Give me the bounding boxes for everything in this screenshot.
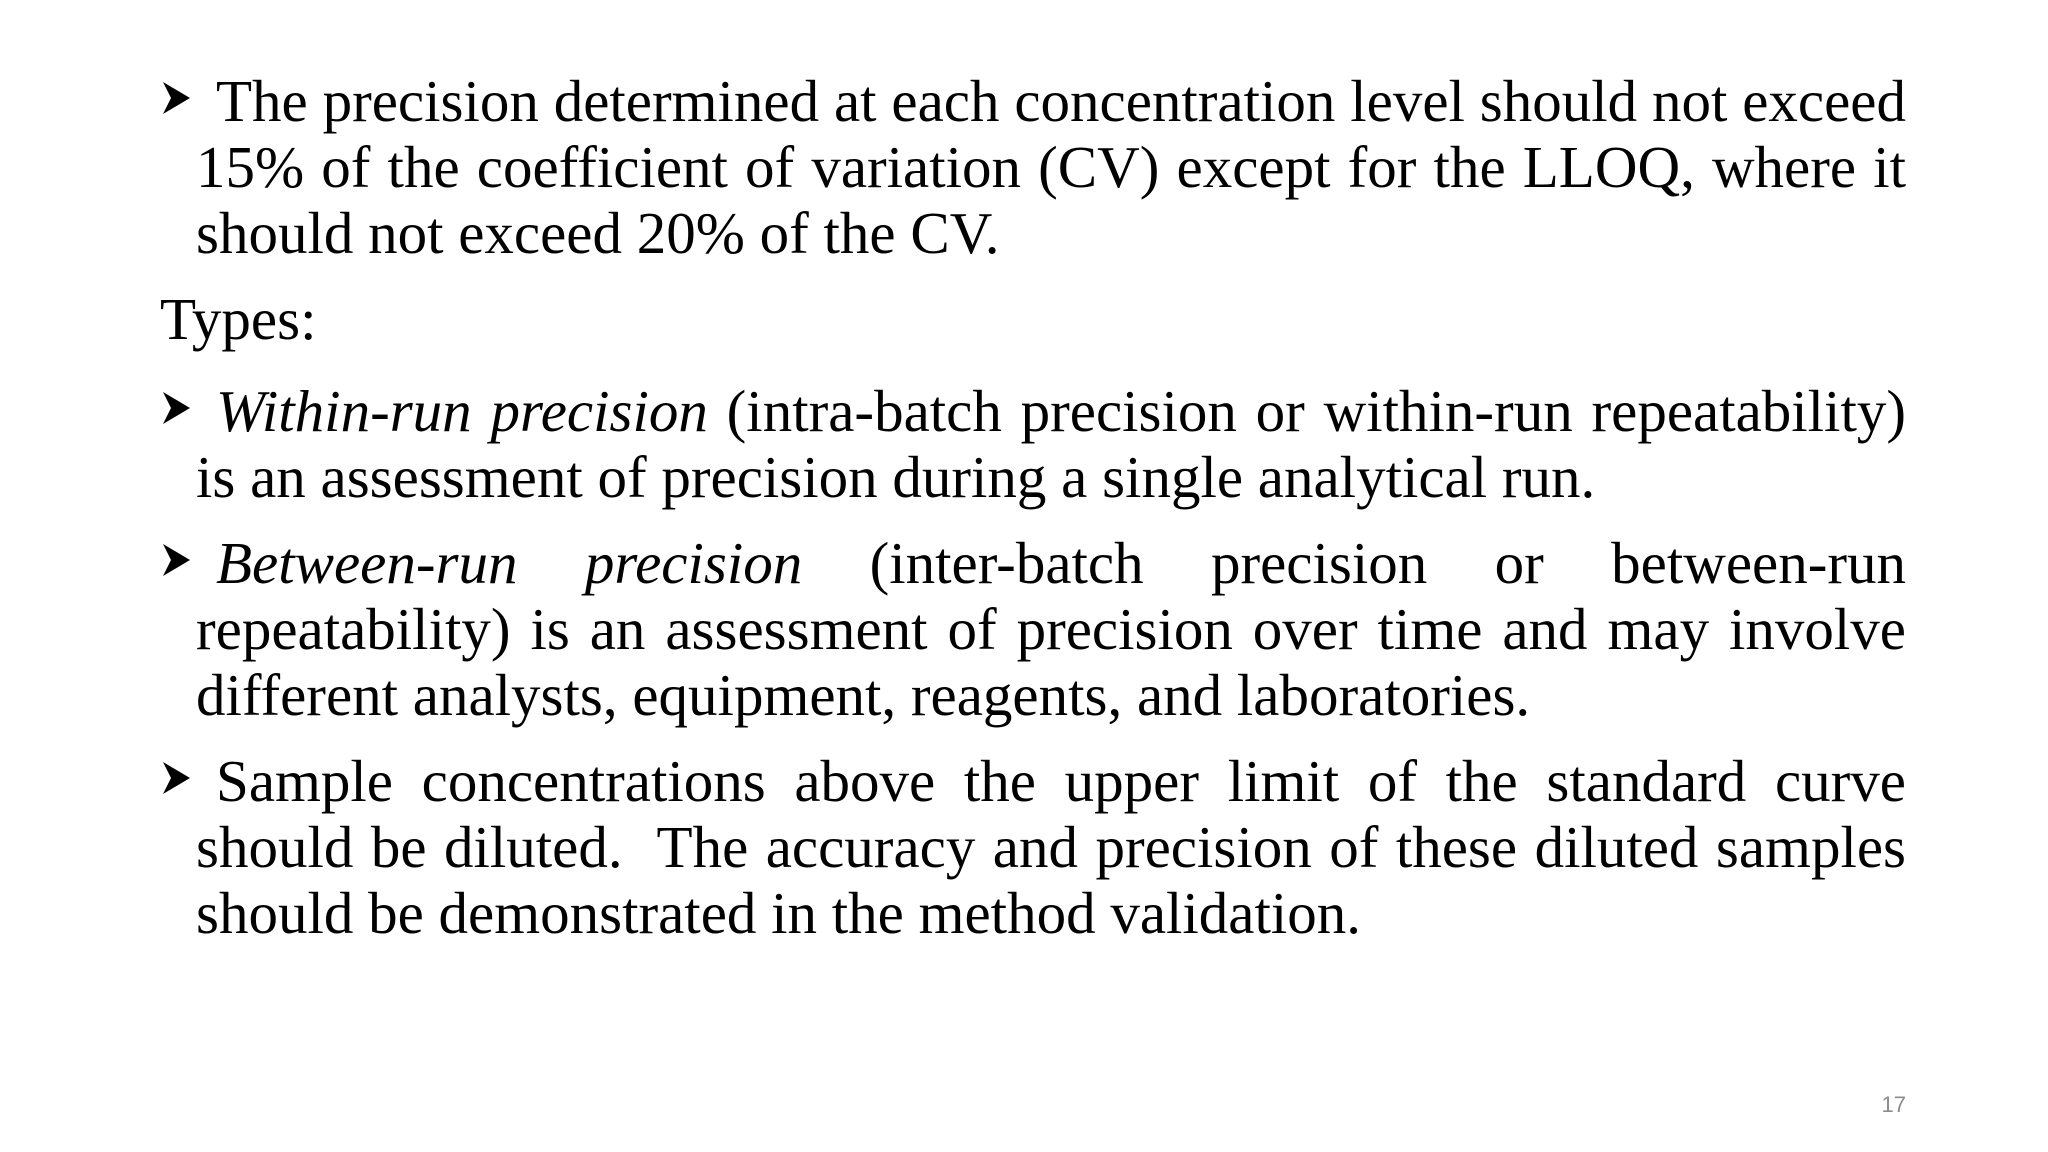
between-run-description: (inter-batch precision or between-run repeatability) is an assessment of precision over time and may involve different analysts, equipment, reagents, and laboratories. bbox=[196, 530, 1906, 728]
types-heading: Types: bbox=[160, 286, 317, 352]
slide-content bbox=[160, 68, 1921, 966]
bullet-item-between-run bbox=[160, 530, 1906, 728]
page-number: 17 bbox=[1881, 1092, 1906, 1117]
bullet-item-within-run bbox=[160, 378, 1906, 510]
arrowhead-bullet-icon bbox=[160, 74, 194, 122]
between-run-term: Between-run precision bbox=[216, 530, 803, 596]
bullet-text-dilution: Sample concentrations above the upper limit of the standard curve should be diluted. The accuracy and precision of these diluted samples should be demonstrated in the method validation. bbox=[196, 748, 1921, 946]
arrowhead-bullet-icon bbox=[160, 536, 194, 584]
arrowhead-bullet-icon bbox=[160, 754, 194, 802]
arrowhead-bullet-icon bbox=[160, 384, 194, 432]
bullet-item-dilution bbox=[160, 748, 1921, 946]
within-run-term: Within-run precision bbox=[216, 378, 708, 444]
bullet-item-precision-criteria bbox=[160, 68, 1906, 266]
within-run-description: (intra-batch precision or within-run repeatability) is an assessment of precision during a single analytical run. bbox=[196, 378, 1906, 510]
bullet-text-precision-criteria: The precision determined at each concentration level should not exceed 15% of the coefficient of variation (CV) except for the LLOQ, where it should not exceed 20% of the CV. bbox=[196, 68, 1906, 266]
